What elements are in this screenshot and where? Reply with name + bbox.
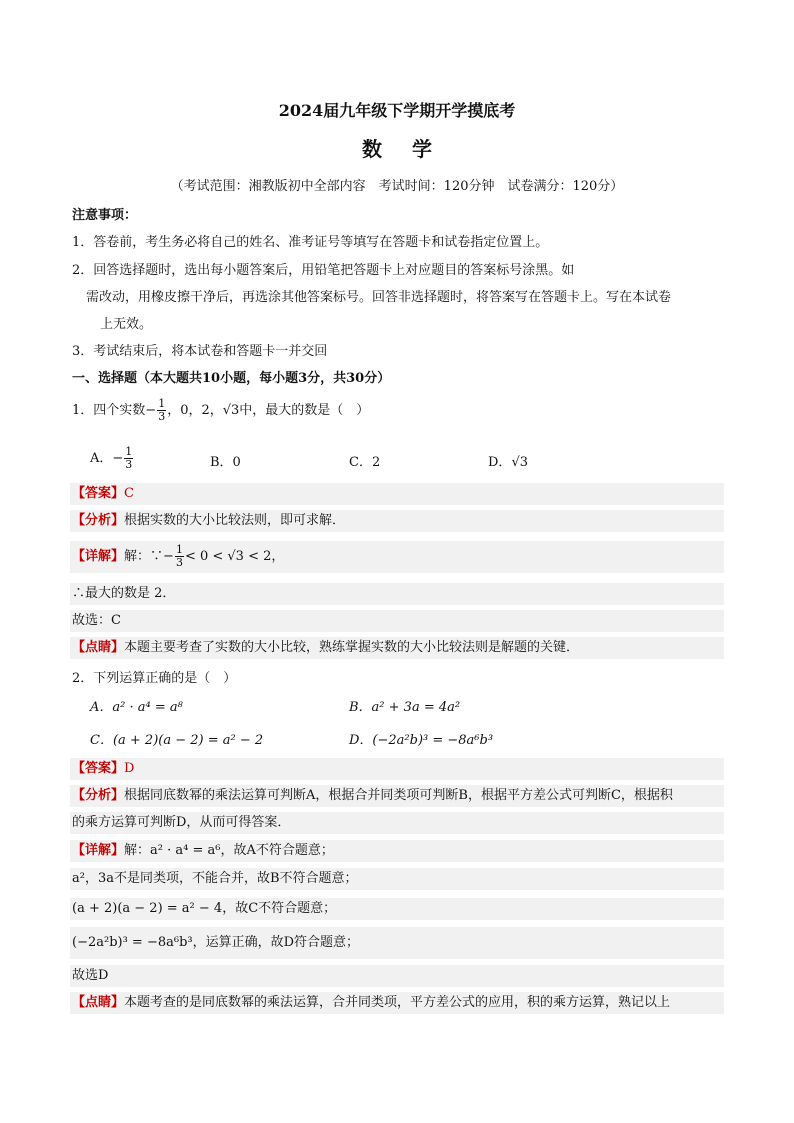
q1-therefore: ∴最大的数是 2． [70, 583, 724, 605]
q2-analysis-b: 的乘方运算可判断D，从而可得答案． [70, 812, 724, 834]
notice-item-2b: 需改动，用橡皮擦干净后，再选涂其他答案标号。回答非选择题时，将答案写在答题卡上。写在本试卷 [86, 290, 672, 305]
q2-answer: 【答案】D [70, 758, 724, 780]
q2-detail-3: (a + 2)(a − 2) = a² − 4，故C不符合题意； [70, 898, 724, 920]
q1-option-d: D．√3 [488, 455, 528, 470]
q1-detail: 【详解】解：∵− $\frac{1}{3}$ < 0 < √3 < 2， [70, 541, 724, 573]
q1-option-a: A．− $\frac{1}{3}$ [90, 445, 133, 471]
q2-option-d: D．(−2a²b)³ = −8a⁶b³ [349, 733, 494, 748]
q2-choose: 故选D [70, 965, 724, 987]
exam-title: 2024届九年级下学期开学摸底考 [278, 101, 516, 120]
q1-analysis: 【分析】根据实数的大小比较法则，即可求解． [70, 510, 724, 532]
subject-title: 数学 [362, 137, 462, 161]
q2-option-c: C．(a + 2)(a − 2) = a² − 2 [90, 733, 264, 748]
q2-detail-4: (−2a²b)³ = −8a⁶b³，运算正确，故D符合题意； [70, 927, 724, 959]
q2-stem: 2．下列运算正确的是（ ） [72, 671, 237, 686]
q1-option-c: C．2 [349, 455, 381, 470]
exam-info: （考试范围：湘教版初中全部内容 考试时间：120分钟 试卷满分：120分） [170, 179, 624, 194]
q1-fraction: $\frac{1}{3}$ [158, 397, 166, 423]
q2-detail-1: 【详解】解：a² · a⁴ = a⁶，故A不符合题意； [70, 840, 724, 862]
notice-item-1: 1．答卷前，考生务必将自己的姓名、准考证号等填写在答题卡和试卷指定位置上。 [72, 235, 549, 250]
notice-item-2c: 上无效。 [100, 317, 153, 332]
notice-heading: 注意事项： [72, 208, 138, 223]
q1-stem: 1．四个实数− $\frac{1}{3}$ ，0，2，√3中，最大的数是（ ） [72, 397, 370, 423]
q2-option-a: A．a² · a⁴ = a⁸ [90, 700, 183, 715]
q2-comment: 【点睛】本题考查的是同底数幂的乘法运算，合并同类项，平方差公式的应用，积的乘方运算，熟记以上 [70, 992, 724, 1014]
q1-comment: 【点睛】本题主要考查了实数的大小比较，熟练掌握实数的大小比较法则是解题的关键． [70, 637, 724, 659]
q2-detail-2: a²，3a不是同类项，不能合并，故B不符合题意； [70, 868, 724, 890]
section-heading: 一、选择题（本大题共10小题，每小题3分，共30分） [72, 371, 391, 386]
q2-option-b: B．a² + 3a = 4a² [349, 700, 461, 715]
q1-option-b: B．0 [210, 455, 241, 470]
q1-answer: 【答案】C [70, 483, 724, 505]
notice-item-3: 3．考试结束后，将本试卷和答题卡一并交回 [72, 344, 328, 359]
q2-analysis-a: 【分析】根据同底数幂的乘法运算可判断A，根据合并同类项可判断B，根据平方差公式可判断C，根据积 [70, 785, 724, 807]
notice-item-2a: 2．回答选择题时，选出每小题答案后，用铅笔把答题卡上对应题目的答案标号涂黑。如 [72, 263, 575, 278]
q1-choose: 故选：C [70, 610, 724, 632]
